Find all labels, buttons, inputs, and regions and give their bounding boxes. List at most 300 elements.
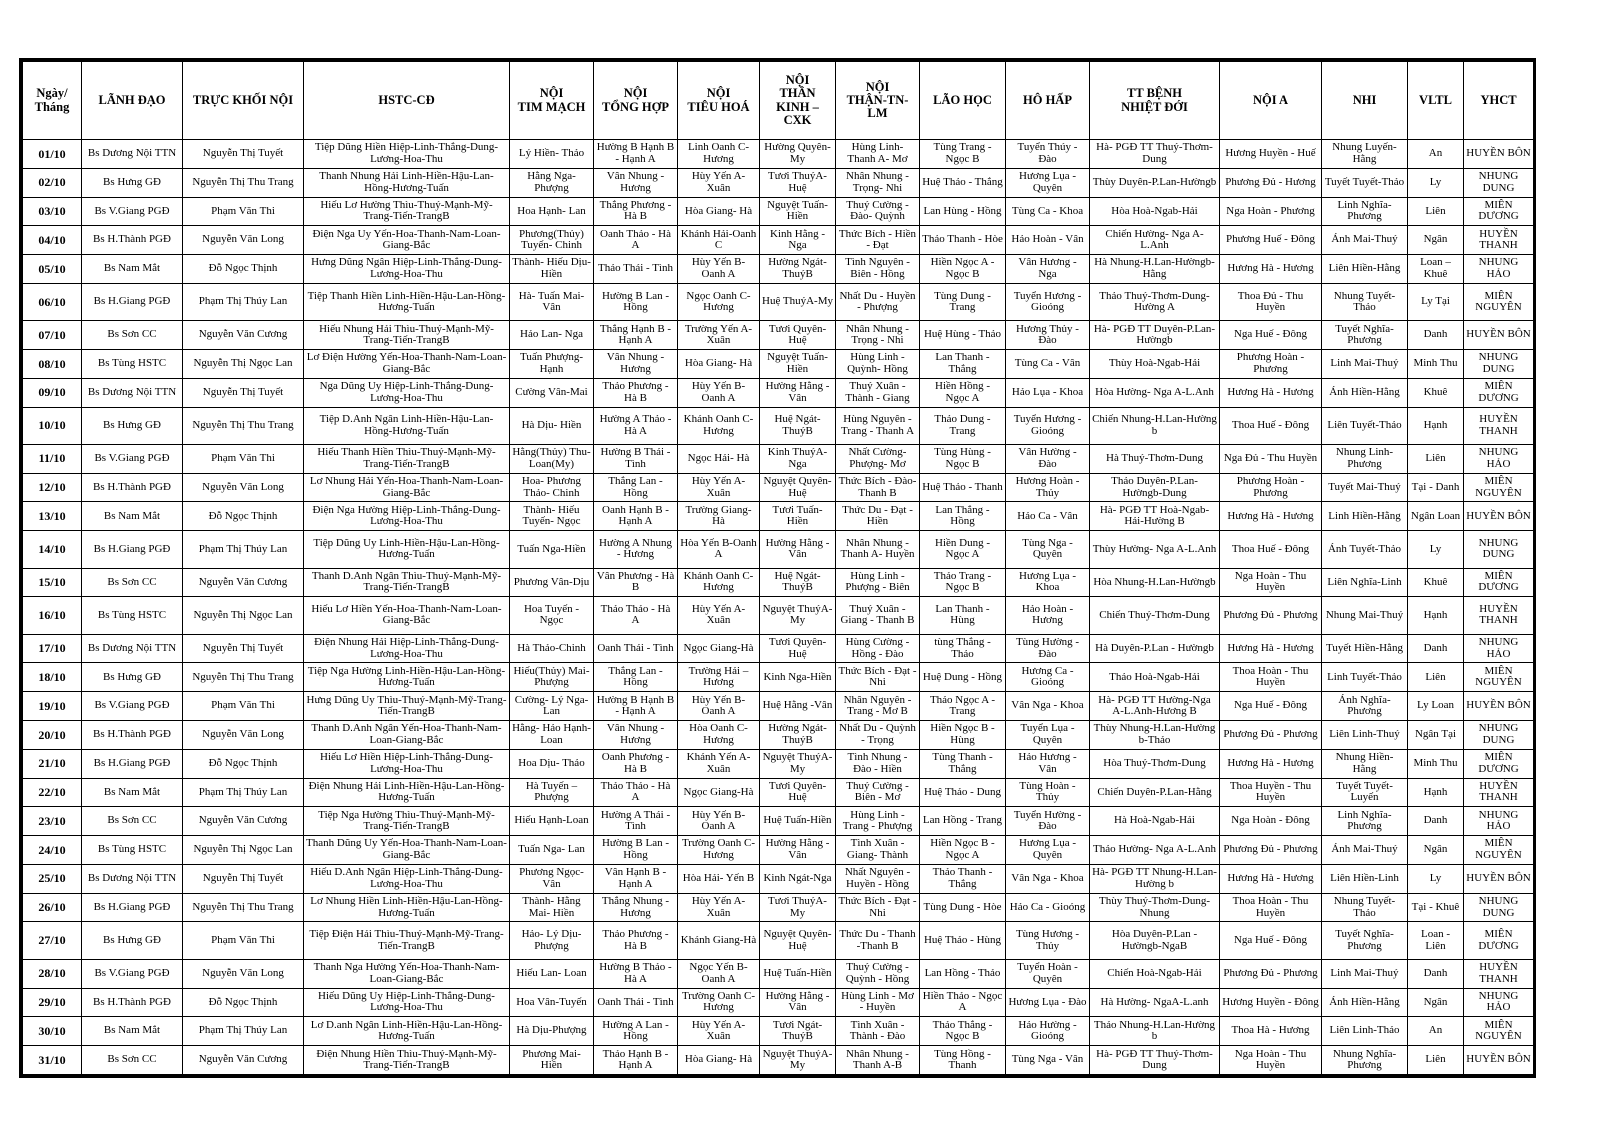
- table-cell: Khuê: [1408, 378, 1464, 407]
- table-cell: Liên Linh-Thuý: [1322, 720, 1408, 749]
- table-row: [23, 407, 1534, 444]
- table-cell: Hùy Yến B-Oanh A: [678, 255, 760, 284]
- table-cell: Chiến Hoà-Ngab-Hải: [1090, 959, 1220, 988]
- table-cell: Hường Quyên- My: [760, 140, 836, 169]
- table-row: [23, 197, 1534, 226]
- date-cell: 22/10: [23, 778, 82, 807]
- table-cell: Khánh Oanh C-Hương: [678, 407, 760, 444]
- table-cell: Hảo Lụa - Khoa: [1006, 378, 1090, 407]
- table-row: [23, 568, 1534, 597]
- column-header: Ngày/ Tháng: [23, 62, 82, 140]
- table-cell: Nguyệt Tuấn-Hiền: [760, 350, 836, 379]
- table-cell: Ngọc Giang-Hà: [678, 778, 760, 807]
- table-row: [23, 473, 1534, 502]
- date-cell: 26/10: [23, 893, 82, 922]
- table-cell: Tuyết Tuyết-Luyến: [1322, 778, 1408, 807]
- table-row: [23, 597, 1534, 634]
- table-cell: Trường Hải – Hương: [678, 663, 760, 692]
- column-header: HÔ HẤP: [1006, 62, 1090, 140]
- table-cell: Thoa Đủ - Thu Huyền: [1220, 283, 1322, 320]
- table-cell: Hùng Nguyên - Trang - Thanh A: [836, 407, 920, 444]
- table-cell: HUYỀN THANH: [1464, 959, 1534, 988]
- table-cell: Phương Đủ - Phương: [1220, 836, 1322, 865]
- table-cell: Minh Thu: [1408, 749, 1464, 778]
- table-cell: Huệ Ngát-ThuýB: [760, 568, 836, 597]
- table-cell: Ly: [1408, 531, 1464, 568]
- table-cell: Hảo Lan- Nga: [510, 321, 594, 350]
- table-cell: Liên Hiền-Hằng: [1322, 255, 1408, 284]
- table-cell: Điện Nhung Hiền Thìu-Thuý-Mạnh-Mỹ-Trang-Tiến-TrangB: [304, 1046, 510, 1075]
- table-cell: Hường B Lan - Hồng: [594, 283, 678, 320]
- table-cell: Bs H.Thành PGĐ: [82, 473, 183, 502]
- table-cell: Nguyễn Văn Cương: [183, 1046, 304, 1075]
- table-row: [23, 988, 1534, 1017]
- table-cell: Thùy Nhung-H.Lan-Hường b-Thảo: [1090, 720, 1220, 749]
- table-cell: Tùng Trang - Ngọc B: [920, 140, 1006, 169]
- table-cell: Hà Thuý-Thơm-Dung: [1090, 444, 1220, 473]
- table-cell: Hiền Thảo - Ngọc A: [920, 988, 1006, 1017]
- table-row: [23, 663, 1534, 692]
- table-cell: MIÊN NGUYÊN: [1464, 1017, 1534, 1046]
- table-cell: Hà- PGĐ TT Thuý-Thơm-Dung: [1090, 140, 1220, 169]
- table-cell: HUYỀN THANH: [1464, 778, 1534, 807]
- table-cell: Bs Sơn CC: [82, 321, 183, 350]
- table-cell: Hường Ngát-ThuýB: [760, 720, 836, 749]
- table-cell: Liên Tuyết-Thảo: [1322, 407, 1408, 444]
- table-cell: Thảo Ngọc A - Trang: [920, 692, 1006, 721]
- table-cell: Hòa Hường- Nga A-L.Anh: [1090, 378, 1220, 407]
- table-cell: Tươi Quyên-Huệ: [760, 778, 836, 807]
- table-cell: Phạm Văn Thi: [183, 692, 304, 721]
- table-cell: Chiến Duyên-P.Lan-Hằng: [1090, 778, 1220, 807]
- table-cell: Nguyệt Quyên- Huệ: [760, 922, 836, 959]
- table-row: [23, 350, 1534, 379]
- table-cell: Hương Lụa - Quyên: [1006, 168, 1090, 197]
- table-cell: Hòa Giang- Hà: [678, 1046, 760, 1075]
- table-cell: Hà Hoà-Ngab-Hải: [1090, 807, 1220, 836]
- table-cell: Nguyễn Văn Cương: [183, 321, 304, 350]
- table-cell: Thảo Hạnh B - Hạnh A: [594, 1046, 678, 1075]
- table-cell: Tuyển Hương - Gioóng: [1006, 407, 1090, 444]
- table-cell: MIÊN DƯƠNG: [1464, 568, 1534, 597]
- table-cell: Thảo Hoà-Ngab-Hải: [1090, 663, 1220, 692]
- table-cell: Hương Lụa - Quyên: [1006, 836, 1090, 865]
- table-cell: Lan Hùng - Hồng: [920, 197, 1006, 226]
- table-cell: Phạm Thị Thúy Lan: [183, 531, 304, 568]
- table-cell: Linh Nghĩa-Phương: [1322, 807, 1408, 836]
- table-cell: NHUNG HẢO: [1464, 444, 1534, 473]
- table-cell: Hường B Lan - Hồng: [594, 836, 678, 865]
- table-cell: Hùy Yến B-Oanh A: [678, 692, 760, 721]
- table-cell: Hà- Tuấn Mai-Vân: [510, 283, 594, 320]
- table-cell: Phương Ngọc-Vân: [510, 864, 594, 893]
- table-cell: Chiến Thuý-Thơm-Dung: [1090, 597, 1220, 634]
- table-cell: Ngân Tại: [1408, 720, 1464, 749]
- table-cell: Hường Hằng -Vân: [760, 988, 836, 1017]
- table-cell: Thoa Hoàn - Thu Huyền: [1220, 893, 1322, 922]
- table-cell: Hảo Hoàn - Vân: [1006, 226, 1090, 255]
- table-cell: Hiếu Lan- Loan: [510, 959, 594, 988]
- table-cell: MIÊN DƯƠNG: [1464, 197, 1534, 226]
- table-row: [23, 168, 1534, 197]
- date-cell: 10/10: [23, 407, 82, 444]
- table-cell: Thảo Hường- Nga A-L.Anh: [1090, 836, 1220, 865]
- table-cell: Chiến Nhung-H.Lan-Hường b: [1090, 407, 1220, 444]
- table-cell: Hương Hà - Hương: [1220, 378, 1322, 407]
- table-cell: Nga Hoàn - Đông: [1220, 807, 1322, 836]
- table-cell: Vân Nhung - Hương: [594, 350, 678, 379]
- table-cell: Cường Vân-Mai: [510, 378, 594, 407]
- table-cell: Hà Dịu-Phượng: [510, 1017, 594, 1046]
- table-cell: Ánh Hiền-Hằng: [1322, 378, 1408, 407]
- table-cell: Hương Hoàn - Thủy: [1006, 473, 1090, 502]
- table-cell: Hòa Giang- Hà: [678, 197, 760, 226]
- table-cell: Phương Hoàn - Phương: [1220, 350, 1322, 379]
- table-cell: Tiệp Dũng Uy Linh-Hiền-Hậu-Lan-Hồng-Hương-Tuấn: [304, 531, 510, 568]
- table-cell: Đỗ Ngọc Thịnh: [183, 502, 304, 531]
- date-cell: 07/10: [23, 321, 82, 350]
- table-cell: Bs Dương Nội TTN: [82, 864, 183, 893]
- table-cell: Tùng Dung - Hòe: [920, 893, 1006, 922]
- table-cell: Hạnh: [1408, 778, 1464, 807]
- table-cell: Danh: [1408, 959, 1464, 988]
- table-cell: Hường A Thảo - Hà A: [594, 407, 678, 444]
- column-header: NỘI TIM MẠCH: [510, 62, 594, 140]
- table-cell: Hà Tuyến – Phượng: [510, 778, 594, 807]
- table-cell: Linh Hiền-Hằng: [1322, 502, 1408, 531]
- table-cell: Tiệp Dũng Hiền Hiệp-Linh-Thắng-Dung-Lương-Hoa-Thu: [304, 140, 510, 169]
- table-cell: Phạm Thị Thúy Lan: [183, 283, 304, 320]
- table-cell: Trường Oanh C- Hương: [678, 988, 760, 1017]
- table-cell: Tuấn Nga- Lan: [510, 836, 594, 865]
- date-cell: 12/10: [23, 473, 82, 502]
- table-cell: Phương Huế - Đông: [1220, 226, 1322, 255]
- table-cell: Phương Đủ - Phương: [1220, 959, 1322, 988]
- table-row: [23, 531, 1534, 568]
- table-cell: Hiếu Dũng Uy Hiệp-Linh-Thắng-Dung-Lương-Hoa-Thu: [304, 988, 510, 1017]
- table-cell: Nhung Tuyết-Thảo: [1322, 283, 1408, 320]
- table-cell: Tiệp D.Anh Ngân Linh-Hiền-Hậu-Lan-Hồng-Hương-Tuấn: [304, 407, 510, 444]
- table-cell: Thảo Thắng - Ngọc B: [920, 1017, 1006, 1046]
- table-cell: Hường A Thái - Tình: [594, 807, 678, 836]
- table-cell: Nhung Linh-Phương: [1322, 444, 1408, 473]
- table-cell: Hường A Nhung - Hương: [594, 531, 678, 568]
- column-header: NỘI THẬN-TN- LM: [836, 62, 920, 140]
- table-cell: Lơ Nhung Hiền Linh-Hiền-Hậu-Lan-Hồng-Hương-Tuấn: [304, 893, 510, 922]
- table-cell: Huệ Hùng - Thảo: [920, 321, 1006, 350]
- table-cell: Vân Hạnh B - Hạnh A: [594, 864, 678, 893]
- table-cell: Tiệp Nga Hường Thìu-Thuý-Mạnh-Mỹ-Trang-Tiến-TrangB: [304, 807, 510, 836]
- table-cell: Thoa Hoàn - Thu Huyền: [1220, 663, 1322, 692]
- table-cell: Khánh Giang-Hà: [678, 922, 760, 959]
- table-cell: Ngân: [1408, 226, 1464, 255]
- table-cell: Nhân Nhung - Thanh A- Huyền: [836, 531, 920, 568]
- table-cell: HUYỀN BÔN: [1464, 864, 1534, 893]
- table-cell: Nhất Du - Quỳnh - Trọng: [836, 720, 920, 749]
- table-cell: Hiếu Nhung Hải Thìu-Thuý-Mạnh-Mỹ-Trang-Tiến-TrangB: [304, 321, 510, 350]
- table-cell: Thuý Cường - Đào- Quỳnh: [836, 197, 920, 226]
- table-cell: Ánh Hiền-Hằng: [1322, 988, 1408, 1017]
- table-cell: Hằng(Thủy) Thu- Loan(My): [510, 444, 594, 473]
- table-cell: Nguyệt Tuấn-Hiền: [760, 197, 836, 226]
- table-row: [23, 807, 1534, 836]
- table-cell: Bs Hưng GĐ: [82, 407, 183, 444]
- table-cell: Bs Sơn CC: [82, 1046, 183, 1075]
- table-cell: Nhất Nguyên - Huyền - Hồng: [836, 864, 920, 893]
- schedule-frame: [19, 58, 1536, 1078]
- table-cell: Hiếu Lơ Hiền Yến-Hoa-Thanh-Nam-Loan-Giang-Bắc: [304, 597, 510, 634]
- table-cell: HUYỀN BÔN: [1464, 1046, 1534, 1075]
- table-cell: Hòa Hải- Yến B: [678, 864, 760, 893]
- table-cell: NHUNG DUNG: [1464, 893, 1534, 922]
- table-cell: Hùng Cường - Hồng - Đào: [836, 634, 920, 663]
- table-cell: Nguyễn Văn Cương: [183, 807, 304, 836]
- table-cell: Tươi Ngát-ThuýB: [760, 1017, 836, 1046]
- column-header: NỘI TIÊU HOÁ: [678, 62, 760, 140]
- table-cell: Bs H.Thành PGĐ: [82, 226, 183, 255]
- table-cell: Thảo Thuý-Thơm-Dung-Hường A: [1090, 283, 1220, 320]
- table-cell: Tuyết Nghĩa-Phương: [1322, 321, 1408, 350]
- table-cell: Tùng Ca - Vân: [1006, 350, 1090, 379]
- table-cell: Hòa Duyên-P.Lan - Hườngb-NgaB: [1090, 922, 1220, 959]
- table-cell: Hảo Hường - Gioóng: [1006, 1017, 1090, 1046]
- date-cell: 30/10: [23, 1017, 82, 1046]
- table-cell: Thành- Hằng Mai- Hiền: [510, 893, 594, 922]
- table-cell: Thức Du - Đạt - Hiền: [836, 502, 920, 531]
- table-cell: Liên Nghĩa-Linh: [1322, 568, 1408, 597]
- table-cell: Hương Huyền - Huế: [1220, 140, 1322, 169]
- table-cell: Phương(Thủy) Tuyến- Chinh: [510, 226, 594, 255]
- table-row: [23, 749, 1534, 778]
- table-cell: Hương Hà - Hương: [1220, 864, 1322, 893]
- table-cell: Hương Lụa - Đào: [1006, 988, 1090, 1017]
- table-cell: Hảo- Lý Dịu-Phượng: [510, 922, 594, 959]
- table-cell: Tình Xuân - Giang- Thành: [836, 836, 920, 865]
- column-header: NHI: [1322, 62, 1408, 140]
- table-cell: Linh Oanh C-Hương: [678, 140, 760, 169]
- table-row: [23, 959, 1534, 988]
- table-cell: Chiến Hường- Nga A-L.Anh: [1090, 226, 1220, 255]
- table-row: [23, 1017, 1534, 1046]
- table-cell: Thuý Xuân - Thành - Giang: [836, 378, 920, 407]
- table-cell: Phương Đủ - Phương: [1220, 597, 1322, 634]
- table-cell: Bs Dương Nội TTN: [82, 378, 183, 407]
- table-cell: Minh Thu: [1408, 350, 1464, 379]
- table-cell: Đỗ Ngọc Thịnh: [183, 749, 304, 778]
- table-cell: Tuyết Hiền-Hằng: [1322, 634, 1408, 663]
- table-cell: Tuấn Nga-Hiền: [510, 531, 594, 568]
- table-cell: Nhung Mai-Thuý: [1322, 597, 1408, 634]
- table-cell: Linh Tuyết-Thảo: [1322, 663, 1408, 692]
- table-cell: Hùy Yến A-Xuân: [678, 893, 760, 922]
- date-cell: 18/10: [23, 663, 82, 692]
- table-cell: Điện Nga Uy Yến-Hoa-Thanh-Nam-Loan-Giang-Bắc: [304, 226, 510, 255]
- table-cell: Vân Nhung - Hương: [594, 720, 678, 749]
- date-cell: 29/10: [23, 988, 82, 1017]
- table-cell: Thoa Huế - Đông: [1220, 407, 1322, 444]
- table-cell: Thành- Hiếu Tuyến- Ngọc: [510, 502, 594, 531]
- table-cell: Hạnh: [1408, 407, 1464, 444]
- table-cell: Hùy Yến A-Xuân: [678, 473, 760, 502]
- table-cell: Tuyển Thúy - Đào: [1006, 140, 1090, 169]
- table-cell: Ngân: [1408, 836, 1464, 865]
- table-cell: Hương Hà - Hương: [1220, 634, 1322, 663]
- table-cell: Thảo Thảo - Hà A: [594, 778, 678, 807]
- table-cell: Bs H.Giang PGĐ: [82, 749, 183, 778]
- table-cell: Huệ Thảo - Hùng: [920, 922, 1006, 959]
- table-cell: Điện Nhung Hải Linh-Hiền-Hậu-Lan-Hồng-Hương-Tuấn: [304, 778, 510, 807]
- table-cell: NHUNG HẢO: [1464, 988, 1534, 1017]
- table-cell: MIÊN NGUYÊN: [1464, 663, 1534, 692]
- table-cell: Phạm Thị Thúy Lan: [183, 778, 304, 807]
- table-cell: HUYỀN BÔN: [1464, 140, 1534, 169]
- table-cell: Thoa Huyền - Thu Huyền: [1220, 778, 1322, 807]
- table-cell: Ly: [1408, 864, 1464, 893]
- table-cell: Hương Hà - Hương: [1220, 255, 1322, 284]
- table-cell: Hằng Nga-Phượng: [510, 168, 594, 197]
- table-cell: Lơ Nhung Hải Yến-Hoa-Thanh-Nam-Loan-Giang-Bắc: [304, 473, 510, 502]
- table-cell: Thắng Hạnh B - Hạnh A: [594, 321, 678, 350]
- table-cell: Thảo Thanh - Thắng: [920, 864, 1006, 893]
- table-cell: Hùng Linh - Mơ - Huyền: [836, 988, 920, 1017]
- table-cell: Nguyễn Thị Thu Trang: [183, 893, 304, 922]
- table-cell: Kinh Ngát-Nga: [760, 864, 836, 893]
- table-cell: Bs V.Giang PGĐ: [82, 959, 183, 988]
- table-cell: Nhung Hiền-Hằng: [1322, 749, 1408, 778]
- date-cell: 11/10: [23, 444, 82, 473]
- table-cell: Hòa Hoà-Ngab-Hải: [1090, 197, 1220, 226]
- table-cell: Tiệp Điện Hải Thìu-Thuý-Mạnh-Mỹ-Trang-Tiến-TrangB: [304, 922, 510, 959]
- date-cell: 03/10: [23, 197, 82, 226]
- table-cell: Thùy Hường- Nga A-L.Anh: [1090, 531, 1220, 568]
- table-cell: Nguyễn Thị Thu Trang: [183, 663, 304, 692]
- table-cell: Hương Thủy - Đào: [1006, 321, 1090, 350]
- date-cell: 15/10: [23, 568, 82, 597]
- table-cell: Hương Huyền - Đông: [1220, 988, 1322, 1017]
- table-cell: Nga Huế - Đông: [1220, 692, 1322, 721]
- date-cell: 23/10: [23, 807, 82, 836]
- table-cell: Vân Nhung - Hương: [594, 168, 678, 197]
- table-cell: Khánh Hải-Oanh C: [678, 226, 760, 255]
- table-cell: Hà- PGĐ TT Hoà-Ngab-Hải-Hường B: [1090, 502, 1220, 531]
- table-row: [23, 922, 1534, 959]
- table-cell: Hiếu Hạnh-Loan: [510, 807, 594, 836]
- table-row: [23, 226, 1534, 255]
- table-cell: Hương Hà - Hương: [1220, 502, 1322, 531]
- table-cell: Phương Mai-Hiền: [510, 1046, 594, 1075]
- table-cell: NHUNG DUNG: [1464, 350, 1534, 379]
- table-row: [23, 778, 1534, 807]
- table-cell: Nguyễn Thị Thu Trang: [183, 168, 304, 197]
- column-header: NỘI THẦN KINH – CXK: [760, 62, 836, 140]
- table-cell: Bs Tùng HSTC: [82, 597, 183, 634]
- table-row: [23, 140, 1534, 169]
- table-cell: Vân Nga - Khoa: [1006, 692, 1090, 721]
- table-cell: Khánh Yến A-Xuân: [678, 749, 760, 778]
- table-cell: Nhân Nguyên - Trang - Mơ B: [836, 692, 920, 721]
- table-cell: Thanh Nhung Hải Linh-Hiền-Hậu-Lan-Hồng-Hương-Tuấn: [304, 168, 510, 197]
- column-header: TT BỆNH NHIỆT ĐỚI: [1090, 62, 1220, 140]
- table-cell: Nguyễn Thị Tuyết: [183, 864, 304, 893]
- table-row: [23, 321, 1534, 350]
- table-cell: NHUNG HẢO: [1464, 807, 1534, 836]
- table-cell: Hường B Hạnh B - Hạnh A: [594, 692, 678, 721]
- date-cell: 08/10: [23, 350, 82, 379]
- table-cell: Hòa Thuý-Thơm-Dung: [1090, 749, 1220, 778]
- table-cell: Nga Đủ - Thu Huyền: [1220, 444, 1322, 473]
- table-cell: Hà Duyên-P.Lan - Hườngb: [1090, 634, 1220, 663]
- table-cell: Kinh Hằng - Nga: [760, 226, 836, 255]
- table-cell: Vân Hương - Nga: [1006, 255, 1090, 284]
- table-cell: Nguyễn Thị Tuyết: [183, 634, 304, 663]
- table-cell: Hảo Hoàn - Hương: [1006, 597, 1090, 634]
- table-cell: Thảo Trang - Ngọc B: [920, 568, 1006, 597]
- duty-schedule-table: [22, 61, 1534, 1075]
- table-cell: Thanh Nga Hường Yến-Hoa-Thanh-Nam-Loan-Giang-Bắc: [304, 959, 510, 988]
- table-cell: Oanh Phương - Hà B: [594, 749, 678, 778]
- table-cell: Thảo Thanh - Hòe: [920, 226, 1006, 255]
- column-header: LÃNH ĐẠO: [82, 62, 183, 140]
- table-cell: Tùng Nga - Vân: [1006, 1046, 1090, 1075]
- table-cell: Thảo Duyên-P.Lan-Hườngb-Dung: [1090, 473, 1220, 502]
- table-cell: Thùy Thuý-Thơm-Dung-Nhung: [1090, 893, 1220, 922]
- table-cell: Nguyễn Văn Long: [183, 226, 304, 255]
- table-cell: Thắng Phương - Hà B: [594, 197, 678, 226]
- table-cell: Thành- Hiếu Dịu- Hiền: [510, 255, 594, 284]
- table-cell: Oanh Thái - Tình: [594, 634, 678, 663]
- table-cell: Thuý Cường - Biên - Mơ: [836, 778, 920, 807]
- table-cell: Phạm Văn Thi: [183, 922, 304, 959]
- table-cell: MIÊN NGUYÊN: [1464, 836, 1534, 865]
- date-cell: 14/10: [23, 531, 82, 568]
- table-cell: Hùng Linh-Thanh A- Mơ: [836, 140, 920, 169]
- table-cell: Hường B Thảo - Hà A: [594, 959, 678, 988]
- table-cell: Trường Oanh C- Hương: [678, 836, 760, 865]
- table-cell: Ngọc Hải- Hà: [678, 444, 760, 473]
- table-cell: Nhất Du - Huyền - Phượng: [836, 283, 920, 320]
- table-cell: Nguyễn Thị Tuyết: [183, 140, 304, 169]
- table-cell: MIÊN NGUYÊN: [1464, 283, 1534, 320]
- table-cell: Phương Hoàn - Phương: [1220, 473, 1322, 502]
- table-cell: Ánh Mai-Thuý: [1322, 226, 1408, 255]
- table-cell: Hường Hằng -Vân: [760, 378, 836, 407]
- table-cell: NHUNG DUNG: [1464, 720, 1534, 749]
- table-cell: Hùy Yến A-Xuân: [678, 1017, 760, 1046]
- table-cell: Nguyễn Thị Tuyết: [183, 378, 304, 407]
- table-cell: Nguyễn Thị Ngọc Lan: [183, 836, 304, 865]
- table-cell: Nhân Nhung - Trọng - Nhi: [836, 321, 920, 350]
- table-cell: Bs H.Giang PGĐ: [82, 893, 183, 922]
- table-cell: Tuyển Hường - Đào: [1006, 807, 1090, 836]
- date-cell: 06/10: [23, 283, 82, 320]
- table-cell: Thanh Dũng Uy Yến-Hoa-Thanh-Nam-Loan-Giang-Bắc: [304, 836, 510, 865]
- table-cell: Nguyễn Thị Thu Trang: [183, 407, 304, 444]
- table-cell: Danh: [1408, 807, 1464, 836]
- table-cell: Tại - Danh: [1408, 473, 1464, 502]
- table-cell: Hà- PGĐ TT Duyên-P.Lan-Hườngb: [1090, 321, 1220, 350]
- table-header: [23, 62, 1534, 140]
- table-cell: Nga Dũng Uy Hiệp-Linh-Thắng-Dung-Lương-Hoa-Thu: [304, 378, 510, 407]
- date-cell: 02/10: [23, 168, 82, 197]
- table-cell: Bs Sơn CC: [82, 807, 183, 836]
- table-cell: Tươi ThuýA-Huệ: [760, 168, 836, 197]
- table-cell: Nga Hoàn - Thu Huyền: [1220, 1046, 1322, 1075]
- table-cell: Tùng Hường - Đào: [1006, 634, 1090, 663]
- table-cell: NHUNG HẢO: [1464, 255, 1534, 284]
- table-cell: Thùy Hoà-Ngab-Hải: [1090, 350, 1220, 379]
- table-cell: Nguyễn Văn Long: [183, 959, 304, 988]
- table-cell: Tùng Hương - Thủy: [1006, 922, 1090, 959]
